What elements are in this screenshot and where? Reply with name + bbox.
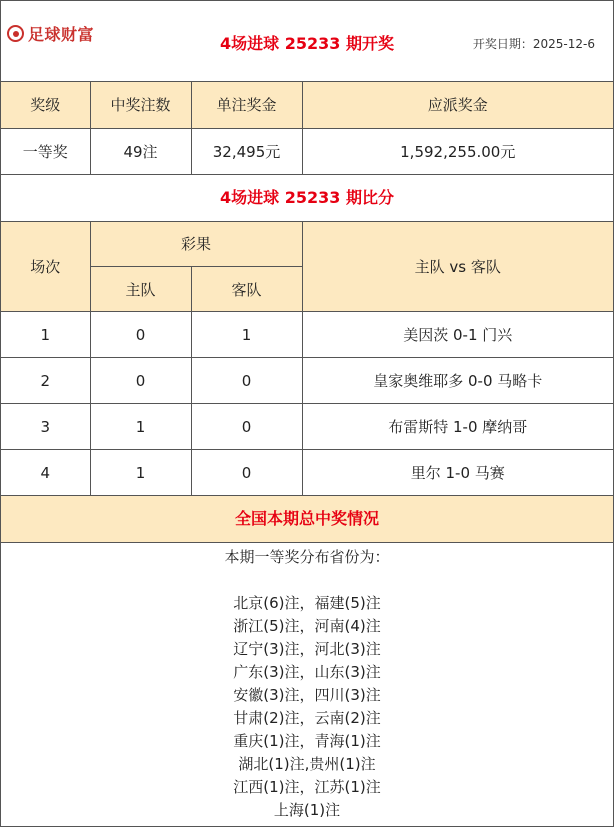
score-table xyxy=(1,222,613,497)
score-section-title: 4场进球 25233 期比分 xyxy=(1,175,613,222)
table-row xyxy=(1,404,613,450)
score-table-header xyxy=(1,222,613,267)
column-header: 主队 xyxy=(90,267,191,312)
home-goals: 0 xyxy=(90,358,191,404)
province-line: 广东(3)注，山东(3)注 xyxy=(233,663,381,681)
away-goals: 1 xyxy=(191,312,302,358)
column-header: 奖级 xyxy=(1,82,90,128)
column-header: 应派奖金 xyxy=(302,82,613,128)
column-header: 客队 xyxy=(191,267,302,312)
column-header: 主队 vs 客队 xyxy=(302,222,613,312)
province-line: 辽宁(3)注，河北(3)注 xyxy=(233,640,381,658)
home-goals: 1 xyxy=(90,450,191,496)
home-goals: 0 xyxy=(90,312,191,358)
header xyxy=(1,1,613,82)
winners-intro: 本期一等奖分布省份为： xyxy=(224,548,390,566)
home-goals: 1 xyxy=(90,404,191,450)
province-line: 安徽(3)注，四川(3)注 xyxy=(233,686,381,704)
matchup: 皇家奥维耶多 0-0 马略卡 xyxy=(302,358,613,404)
table-row xyxy=(1,312,613,358)
province-line: 江西(1)注，江苏(1)注 xyxy=(233,778,381,796)
winner-count: 49注 xyxy=(90,128,191,174)
away-goals: 0 xyxy=(191,450,302,496)
prize-table xyxy=(1,82,613,175)
away-goals: 0 xyxy=(191,358,302,404)
draw-date: 开奖日期：2025-12-6 xyxy=(472,37,595,51)
match-number: 1 xyxy=(1,312,90,358)
match-number: 3 xyxy=(1,404,90,450)
province-line: 北京(6)注，福建(5)注 xyxy=(233,594,381,612)
away-goals: 0 xyxy=(191,404,302,450)
match-number: 4 xyxy=(1,450,90,496)
column-header: 场次 xyxy=(1,222,90,312)
table-row xyxy=(1,128,613,174)
matchup: 里尔 1-0 马赛 xyxy=(302,450,613,496)
matchup: 布雷斯特 1-0 摩纳哥 xyxy=(302,404,613,450)
province-line: 浙江(5)注，河南(4)注 xyxy=(233,617,381,635)
total-prize: 1,592,255.00元 xyxy=(302,128,613,174)
column-header: 中奖注数 xyxy=(90,82,191,128)
match-number: 2 xyxy=(1,358,90,404)
brand-name: 足球财富 xyxy=(28,25,95,44)
winners-distribution xyxy=(1,543,613,822)
winners-section-title: 全国本期总中奖情况 xyxy=(1,496,613,543)
column-header: 彩果 xyxy=(90,222,302,267)
column-header: 单注奖金 xyxy=(191,82,302,128)
prize-table-header xyxy=(1,82,613,128)
matchup: 美因茨 0-1 门兴 xyxy=(302,312,613,358)
province-line: 上海(1)注 xyxy=(273,801,341,819)
province-line: 甘肃(2)注，云南(2)注 xyxy=(233,709,381,727)
province-line: 湖北(1)注,贵州(1)注 xyxy=(238,755,376,773)
single-prize: 32,495元 xyxy=(191,128,302,174)
province-line: 重庆(1)注，青海(1)注 xyxy=(233,732,381,750)
table-row xyxy=(1,450,613,496)
table-row xyxy=(1,358,613,404)
prize-level: 一等奖 xyxy=(1,128,90,174)
page-title: 4场进球 25233 期开奖 xyxy=(220,34,394,53)
spacer xyxy=(1,569,613,592)
